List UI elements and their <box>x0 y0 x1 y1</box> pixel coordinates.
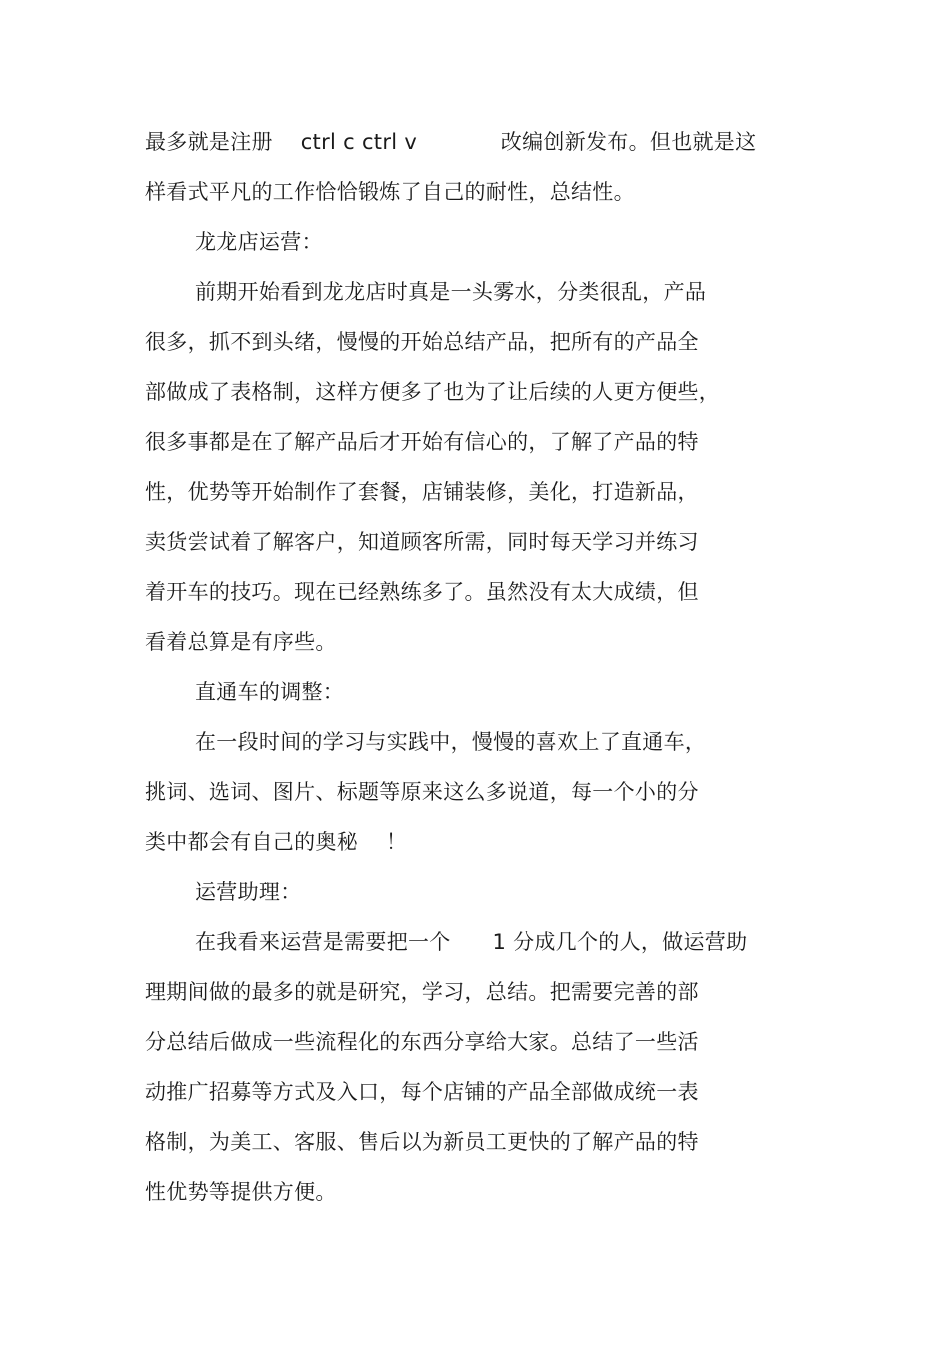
paragraph-line: 最多就是注册 ctrl c ctrl v 改编创新发布。但也就是这 <box>145 130 757 154</box>
section-heading-through-train: 直通车的调整： <box>195 680 345 704</box>
paragraph-line: 格制，为美工、客服、售后以为新员工更快的了解产品的特 <box>145 1130 699 1154</box>
paragraph-line: 部做成了表格制，这样方便多了也为了让后续的人更方便些， <box>145 380 721 404</box>
paragraph-line: 很多事都是在了解产品后才开始有信心的，了解了产品的特 <box>145 430 699 454</box>
paragraph-line: 挑词、选词、图片、标题等原来这么多说道，每一个小的分 <box>145 780 699 804</box>
paragraph-line: 卖货尝试着了解客户，知道顾客所需，同时每天学习并练习 <box>145 530 699 554</box>
paragraph-line: 前期开始看到龙龙店时真是一头雾水，分类很乱，产品 <box>195 280 707 304</box>
paragraph-line: 类中都会有自己的奥秘 ！ <box>145 830 408 854</box>
paragraph-line: 性，优势等开始制作了套餐，店铺装修，美化，打造新品， <box>145 480 699 504</box>
paragraph-line: 在我看来运营是需要把一个 1 分成几个的人，做运营助 <box>195 930 748 954</box>
section-heading-operations-assistant: 运营助理： <box>195 880 302 904</box>
paragraph-line: 看着总算是有序些。 <box>145 630 337 654</box>
paragraph-line: 很多，抓不到头绪，慢慢的开始总结产品，把所有的产品全 <box>145 330 699 354</box>
paragraph-line: 着开车的技巧。现在已经熟练多了。虽然没有太大成绩，但 <box>145 580 699 604</box>
paragraph-line: 样看式平凡的工作恰恰锻炼了自己的耐性，总结性。 <box>145 180 635 204</box>
paragraph-line: 动推广招募等方式及入口，每个店铺的产品全部做成统一表 <box>145 1080 699 1104</box>
paragraph-line: 分总结后做成一些流程化的东西分享给大家。总结了一些活 <box>145 1030 699 1054</box>
paragraph-line: 在一段时间的学习与实践中，慢慢的喜欢上了直通车， <box>195 730 707 754</box>
paragraph-line: 性优势等提供方便。 <box>145 1180 337 1204</box>
paragraph-line: 理期间做的最多的就是研究，学习，总结。把需要完善的部 <box>145 980 699 1004</box>
section-heading-longlong-store: 龙龙店运营： <box>195 230 323 254</box>
